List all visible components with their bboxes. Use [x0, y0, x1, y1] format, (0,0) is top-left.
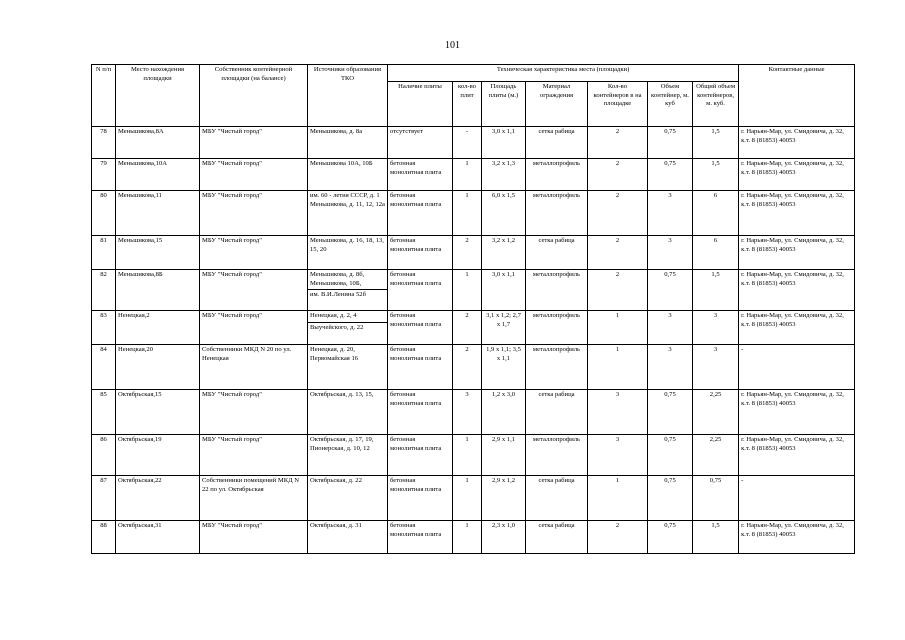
cell-sources: Октябрьская, д. 17, 19, Пионерская, д. 10, 12: [308, 435, 388, 476]
cell-slab-area: 2,9 х 1,2: [482, 476, 526, 521]
header-container-volume: Объем контейнер, м. куб: [648, 82, 693, 127]
cell-slab-count: 2: [453, 345, 482, 390]
cell-container-count: 2: [588, 270, 648, 311]
cell-contact: -: [739, 345, 855, 390]
cell-total-volume: 1,5: [693, 521, 739, 554]
cell-sources-part: Выучейского, д. 22: [310, 323, 364, 331]
cell-slab-count: 1: [453, 435, 482, 476]
cell-contact: г. Нарьян-Мар, ул. Смидовича, д. 32, к.т. 8 (81853) 40053: [739, 127, 855, 159]
cell-sources-part: Меньшикова, д. 8б, Меньшикова, 10Б,: [308, 271, 387, 290]
container-sites-table: [91, 64, 855, 554]
cell-sources-part: им. В.И.Ленина 52б: [310, 291, 366, 299]
cell-contact: г. Нарьян-Мар, ул. Смидовича, д. 32, к.т. 8 (81853) 40053: [739, 390, 855, 435]
cell-fence: сетка рабица: [526, 127, 588, 159]
cell-slab-count: 1: [453, 191, 482, 236]
cell-owner: МБУ "Чистый город": [200, 521, 308, 554]
page-number: 101: [445, 40, 460, 51]
table-row: [92, 521, 855, 554]
cell-slab-count: 2: [453, 311, 482, 345]
cell-container-count: 1: [588, 476, 648, 521]
cell-slab-area: 1,9 х 1,1; 3,5 х 1,1: [482, 345, 526, 390]
cell-container-volume: 0,75: [648, 521, 693, 554]
cell-container-volume: 3: [648, 236, 693, 270]
cell-container-volume: 0,75: [648, 127, 693, 159]
cell-sources: Меньшикова, д. 16, 18, 13, 15, 20: [308, 236, 388, 270]
table-row: [92, 476, 855, 521]
table-row: [92, 191, 855, 236]
cell-container-volume: 0,75: [648, 270, 693, 311]
cell-slab-count: -: [453, 127, 482, 159]
cell-number: 80: [92, 191, 116, 236]
cell-total-volume: 1,5: [693, 159, 739, 191]
cell-slab-count: 1: [453, 476, 482, 521]
table-row: [92, 311, 855, 345]
header-container-count: Кол-во контейнеров в на площадке: [588, 82, 648, 127]
cell-container-count: 1: [588, 345, 648, 390]
cell-slab: бетонная монолитная плита: [388, 270, 453, 311]
cell-fence: металлопрофиль: [526, 311, 588, 345]
cell-contact: г. Нарьян-Мар, ул. Смидовича, д. 32, к.т. 8 (81853) 40053: [739, 311, 855, 345]
table-row: [92, 435, 855, 476]
cell-sources: Ненецкая, д. 20, Первомайская 16: [308, 345, 388, 390]
cell-number: 85: [92, 390, 116, 435]
header-num: N п/п: [92, 65, 116, 127]
header-tech: Техническая характеристика места (площадки): [388, 65, 739, 82]
cell-container-volume: 0,75: [648, 435, 693, 476]
cell-owner: Собственники МКД N 20 по ул. Ненецкая: [200, 345, 308, 390]
cell-owner: МБУ "Чистый город": [200, 236, 308, 270]
cell-slab-area: 2,3 х 1,0: [482, 521, 526, 554]
cell-total-volume: 3: [693, 345, 739, 390]
cell-slab-count: 2: [453, 236, 482, 270]
cell-container-volume: 3: [648, 191, 693, 236]
cell-fence: металлопрофиль: [526, 345, 588, 390]
cell-location: Меньшикова,8А: [116, 127, 200, 159]
cell-sources: [308, 311, 388, 345]
cell-fence: сетка рабица: [526, 521, 588, 554]
cell-sources: Октябрьская, д. 13, 15,: [308, 390, 388, 435]
cell-owner: МБУ "Чистый город": [200, 435, 308, 476]
cell-fence: сетка рабица: [526, 476, 588, 521]
cell-slab: бетонная монолитная плита: [388, 236, 453, 270]
cell-contact: г. Нарьян-Мар, ул. Смидовича, д. 32, к.т. 8 (81853) 40053: [739, 521, 855, 554]
cell-container-count: 2: [588, 159, 648, 191]
table-row: [92, 270, 855, 311]
header-total-volume: Общий объем контейнеров, м. куб.: [693, 82, 739, 127]
cell-slab-area: 2,9 х 1,1: [482, 435, 526, 476]
cell-fence: металлопрофиль: [526, 270, 588, 311]
cell-number: 83: [92, 311, 116, 345]
cell-sources: Меньшикова, д. 8а: [308, 127, 388, 159]
table-row: [92, 236, 855, 270]
cell-slab: бетонная монолитная плита: [388, 345, 453, 390]
cell-owner: МБУ "Чистый город": [200, 270, 308, 311]
cell-contact: г. Нарьян-Мар, ул. Смидовича, д. 32, к.т. 8 (81853) 40053: [739, 270, 855, 311]
cell-container-count: 2: [588, 127, 648, 159]
cell-fence: сетка рабица: [526, 390, 588, 435]
cell-number: 84: [92, 345, 116, 390]
cell-slab-count: 1: [453, 521, 482, 554]
cell-location: Ненецкая,2: [116, 311, 200, 345]
cell-slab-area: 3,0 х 1,1: [482, 127, 526, 159]
cell-total-volume: 6: [693, 191, 739, 236]
cell-total-volume: 6: [693, 236, 739, 270]
cell-slab-area: 3,1 х 1,2; 2,7 х 1,7: [482, 311, 526, 345]
cell-number: 88: [92, 521, 116, 554]
table-row: [92, 159, 855, 191]
cell-sources-part: Ненецкая, д. 2, 4: [308, 312, 387, 323]
header-slab: Наличие плиты: [388, 82, 453, 127]
cell-contact: г. Нарьян-Мар, ул. Смидовича, д. 32, к.т. 8 (81853) 40053: [739, 236, 855, 270]
cell-slab-area: 3,2 х 1,3: [482, 159, 526, 191]
cell-owner: МБУ "Чистый город": [200, 191, 308, 236]
cell-container-count: 1: [588, 311, 648, 345]
cell-sources: Октябрьская, д. 22: [308, 476, 388, 521]
cell-total-volume: 3: [693, 311, 739, 345]
cell-container-count: 2: [588, 236, 648, 270]
cell-owner: МБУ "Чистый город": [200, 390, 308, 435]
cell-total-volume: 0,75: [693, 476, 739, 521]
cell-slab-area: 6,0 х 1,5: [482, 191, 526, 236]
header-owner: Собственник контейнерной площадки (на балансе): [200, 65, 308, 127]
cell-sources: им. 60 - летия СССР, д. 1 Меньшикова, д. 11, 12, 12а: [308, 191, 388, 236]
cell-container-count: 2: [588, 191, 648, 236]
cell-number: 87: [92, 476, 116, 521]
header-sources: Источники образования ТКО: [308, 65, 388, 127]
cell-contact: г. Нарьян-Мар, ул. Смидовича, д. 32, к.т. 8 (81853) 40053: [739, 435, 855, 476]
cell-slab-count: 1: [453, 270, 482, 311]
header-slab-count: кол-во плит: [453, 82, 482, 127]
cell-slab-area: 1,2 х 3,0: [482, 390, 526, 435]
cell-location: Меньшикова,15: [116, 236, 200, 270]
cell-location: Меньшикова,8Б: [116, 270, 200, 311]
cell-slab-count: 3: [453, 390, 482, 435]
cell-fence: металлопрофиль: [526, 435, 588, 476]
header-row: [92, 65, 855, 82]
cell-owner: МБУ "Чистый город": [200, 159, 308, 191]
cell-container-volume: 3: [648, 345, 693, 390]
table-row: [92, 127, 855, 159]
cell-slab: бетонная монолитная плита: [388, 390, 453, 435]
cell-contact: г. Нарьян-Мар, ул. Смидовича, д. 32, к.т. 8 (81853) 40053: [739, 159, 855, 191]
header-fence: Материал ограждения: [526, 82, 588, 127]
cell-slab: бетонная монолитная плита: [388, 476, 453, 521]
cell-total-volume: 2,25: [693, 390, 739, 435]
cell-owner: МБУ "Чистый город": [200, 127, 308, 159]
cell-slab-count: 1: [453, 159, 482, 191]
cell-fence: сетка рабица: [526, 236, 588, 270]
cell-fence: металлопрофиль: [526, 191, 588, 236]
header-location: Место нахождения площадки: [116, 65, 200, 127]
cell-total-volume: 1,5: [693, 270, 739, 311]
cell-sources: Меньшикова 10А, 10Б: [308, 159, 388, 191]
cell-location: Октябрьская,19: [116, 435, 200, 476]
cell-container-volume: 0,75: [648, 390, 693, 435]
cell-container-volume: 3: [648, 311, 693, 345]
cell-slab: бетонная монолитная плита: [388, 159, 453, 191]
cell-total-volume: 1,5: [693, 127, 739, 159]
cell-sources: [308, 270, 388, 311]
cell-sources: Октябрьская, д. 31: [308, 521, 388, 554]
cell-container-count: 3: [588, 390, 648, 435]
cell-container-volume: 0,75: [648, 476, 693, 521]
cell-number: 86: [92, 435, 116, 476]
cell-number: 79: [92, 159, 116, 191]
cell-location: Меньшикова,11: [116, 191, 200, 236]
cell-slab: бетонная монолитная плита: [388, 435, 453, 476]
cell-slab-area: 3,2 х 1,2: [482, 236, 526, 270]
cell-slab: отсутствует: [388, 127, 453, 159]
cell-number: 82: [92, 270, 116, 311]
cell-contact: г. Нарьян-Мар, ул. Смидовича, д. 32, к.т. 8 (81853) 40053: [739, 191, 855, 236]
cell-fence: металлопрофиль: [526, 159, 588, 191]
cell-owner: МБУ "Чистый город": [200, 311, 308, 345]
cell-slab: бетонная монолитная плита: [388, 191, 453, 236]
header-contacts: Контактные данные: [739, 65, 855, 127]
cell-container-count: 2: [588, 521, 648, 554]
cell-container-volume: 0,75: [648, 159, 693, 191]
cell-container-count: 3: [588, 435, 648, 476]
cell-slab: бетонная монолитная плита: [388, 311, 453, 345]
cell-slab: бетонная монолитная плита: [388, 521, 453, 554]
cell-location: Октябрьская,15: [116, 390, 200, 435]
table-row: [92, 345, 855, 390]
cell-location: Октябрьская,22: [116, 476, 200, 521]
header-slab-area: Площадь плиты (м.): [482, 82, 526, 127]
cell-contact: -: [739, 476, 855, 521]
cell-owner: Собственники помещений МКД N 22 по ул. Октябрьская: [200, 476, 308, 521]
cell-number: 78: [92, 127, 116, 159]
cell-number: 81: [92, 236, 116, 270]
cell-location: Меньшикова,10А: [116, 159, 200, 191]
table-row: [92, 390, 855, 435]
cell-location: Октябрьская,31: [116, 521, 200, 554]
cell-slab-area: 3,0 х 1,1: [482, 270, 526, 311]
cell-location: Ненецкая,20: [116, 345, 200, 390]
cell-total-volume: 2,25: [693, 435, 739, 476]
